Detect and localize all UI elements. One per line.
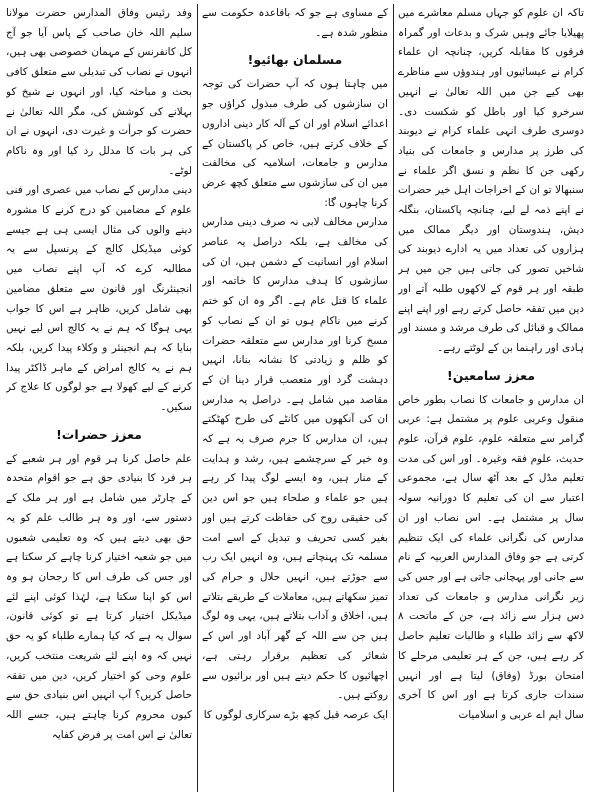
column-divider-right bbox=[393, 4, 394, 792]
column-right bbox=[398, 4, 584, 792]
paragraph: مدارس مخالف لابی نہ صرف دینی مدارس کی مخالف ہے، بلکہ دراصل یہ عناصر اسلام اور انسانیت کے دشمن ہیں، ان کی سازشوں کا ہدف مدارس کا خاتمہ اور علماء کا قتل عام ہے۔ اگر وہ ان کو ختم کرنے میں ناکام ہوں تو ان کے نصاب کو مسخ کرنا اور مدارس سے متعلقہ حضرات کو ظلم و زیادتی کا نشانہ بنانا، انہیں دہشت گرد اور متعصب قرار دینا ان کے مقاصد میں شامل ہے۔ دراصل یہ مدارس ان کی آنکھوں میں کانٹے کی طرح کھٹکتے ہیں، ان مدارس کا جرم صرف یہ ہے کہ وہ خیر کے سرچشمے ہیں، رشد و ہدایت کے منار ہیں، وہ ایسے لوگ پیدا کر رہے ہیں جو علماء و صلحاء ہیں جو اس دین کی حقیقی روح کی حفاظت کرتے ہیں اور بغیر کسی تحریف و تبدیل کے اسے امت مسلمہ تک پہنچاتے ہیں، وہ انہیں ایک رب سے جوڑتے ہیں، انہیں حلال و حرام کی تمیز سکھاتے ہیں، معاملات کے طریقے بتلاتے ہیں، اخلاق و آداب بتلاتے ہیں، یہی وہ لوگ ہیں جن سے اللہ کے گھر آباد اور اس کے شعائر کی تعظیم برقرار رہتی ہے، اچھائیوں کا حکم دیتے ہیں اور برائیوں سے روکتے ہیں۔ bbox=[202, 216, 388, 702]
columns bbox=[6, 4, 584, 792]
paragraph: میں چاہتا ہوں کہ آپ حضرات کی توجہ ان سازشوں کی طرف مبذول کراؤں جو اعدائے اسلام اور ان کے آلہ کار دینی اداروں کے خلاف کرتے ہیں، خاص کر پاکستان کے مدارس و جامعات، اسلامیہ کی مخالفت میں ان کی سازشوں سے متعلق کچھ عرض کرنا چاہوں گا: bbox=[202, 78, 388, 209]
paragraph: وفد رئیس وفاق المدارس حضرت مولانا سلیم اللہ خان صاحب کے پاس آیا جو آج کل کانفرنس کے مہمان خصوصی بھی ہیں، انہوں نے نصاب کی تبدیلی سے متعلق کافی بحث و مباحثہ کیا، اور انہوں نے شیخ کو بہلانے کی کوشش کی، مگر اللہ تعالیٰ نے حضرت کو جرأت و غیرت دی، انہوں نے ان کی ہر بات کا مدلل رد کیا اور وہ ناکام لوٹے۔ bbox=[6, 7, 192, 177]
paragraph: علم حاصل کرنا ہر قوم اور ہر شعبے کے ہر فرد کا بنیادی حق ہے جو اقوام متحدہ کے چارٹر میں شامل ہے اور ہر ملک کے دستور سے، اور وہ ہر طالب علم کو یہ حق بھی دیتے ہیں کہ وہ تعلیمی شعبوں میں جو شعبہ اختیار کرنا چاہے کر سکتا ہے اور جس کی طرف اس کا رجحان ہو وہ اس کو اپنا سکتا ہے، لہٰذا کوئی اپنے لئے میڈیکل اختیار کرتا ہے تو کوئی قانون، سوال یہ ہے کہ کیا ہمارے طلباء کو یہ حق نہیں کہ وہ اپنے لئے شریعت منتخب کریں، علوم وحی کو اختیار کریں، دین میں تفقہ حاصل کریں؟ آپ انہیں اس بنیادی حق سے کیوں محروم کرنا چاہتے ہیں، جسے اللہ تعالیٰ نے اس امت پر فرض کفایہ bbox=[6, 452, 192, 741]
section-heading: معزز سامعین! bbox=[447, 367, 535, 383]
paragraph: دینی مدارس کے نصاب میں عصری اور فنی علوم کے مضامین کو درج کرنے کا مشورہ دینے والوں کی مثال ایسی ہی ہے جیسے کوئی میڈیکل کالج کے پرنسپل سے یہ مطالبہ کرے کہ آپ اپنے نصاب میں انجینئرنگ اور قانون سے متعلق مضامین بھی شامل کریں، ظاہر ہے اس کا جواب یہی ہوگا کہ ہم نے یہ کالج اس لیے نہیں بنایا کہ ہم انجینئر و وکلاء پیدا کریں، بلکہ ہم نے یہ کالج امراض کے ماہر ڈاکٹر پیدا کرنے کے لیے کھولا ہے جو لوگوں کا علاج کر سکیں۔ bbox=[6, 184, 192, 414]
column-middle bbox=[202, 4, 388, 792]
section-heading: مسلمان بھائیو! bbox=[247, 52, 343, 68]
paragraph: ان مدارس و جامعات کا نصاب بطور خاص منقول وعربی علوم پر مشتمل ہے: عربی گرامر سے متعلقہ علوم، علوم قرآن، علوم حدیث، علوم فقہ وغیرہ۔ اور اس کی مدت تعلیم مڈل کے بعد آٹھ سال ہے، مجموعی اعتبار سے ان کی تعلیم کا دورانیہ سولہ سال پر مشتمل ہے۔ اس نصاب اور ان مدارس کی نگرانی علماء کی ایک تنظیم کرتی ہے جو وفاق المدارس العربیہ کے نام سے جانی اور پہچانی جاتی ہے اور جس کی زیر نگرانی مدارس و جامعات کی تعداد دس ہزار سے زائد ہے، جن کے ماتحت ۸ لاکھ سے زائد طلباء و طالبات تعلیم حاصل کر رہے ہیں، جن کے ہر تعلیمی مرحلے کا امتحان بورڈ (وفاق) لیتا ہے اور انہیں سندات جاری کرتا ہے اور اس کا آخری سال ایم اے عربی و اسلامیات bbox=[398, 393, 584, 721]
column-left bbox=[6, 4, 192, 792]
paragraph: تاکہ ان علوم کو جہاں مسلم معاشرے میں پھیلایا جائے وہیں شرک و بدعات اور گمراہ فرقوں کا مقابلہ کریں، چنانچہ ان علماء کرام نے عیسائیوں اور ہندوؤں سے مناظرے بھی کیے جن میں اللہ تعالیٰ نے انہیں سرخرو کیا اور باطل کو شکست دی۔ دوسری طرف انہی علماء کرام نے دیوبند کی طرز پر مدارس و جامعات کی بنیاد رکھی جن کا نظم و نسق اگر علماء نے سنبھالا تو ان کے اخراجات اہل خیر حضرات نے اپنے ذمہ لے لیے، چنانچہ پاکستان، بنگلہ دیش، ہندوستان اور دیگر ممالک میں ہزاروں کی تعداد میں یہ ادارے دیوبند کی شاخیں تصور کی جاتی ہیں جن میں ہر طبقہ اور ہر قوم کے لاکھوں طلبہ آتے اور دین میں تفقہ حاصل کرتے رہے اور اپنے اپنے ممالک و قبائل کی طرف مرشد و مسند اور ہادی اور راہنما بن کے لوٹتے رہے۔ bbox=[398, 7, 584, 354]
column-divider-left bbox=[197, 4, 198, 792]
paragraph: کے مساوی ہے جو کہ باقاعدہ حکومت سے منظور شدہ ہے۔ bbox=[202, 7, 388, 39]
paragraph: ایک عرصہ قبل کچھ بڑے سرکاری لوگوں کا bbox=[203, 708, 388, 721]
section-heading: معزز حضرات! bbox=[56, 426, 142, 442]
